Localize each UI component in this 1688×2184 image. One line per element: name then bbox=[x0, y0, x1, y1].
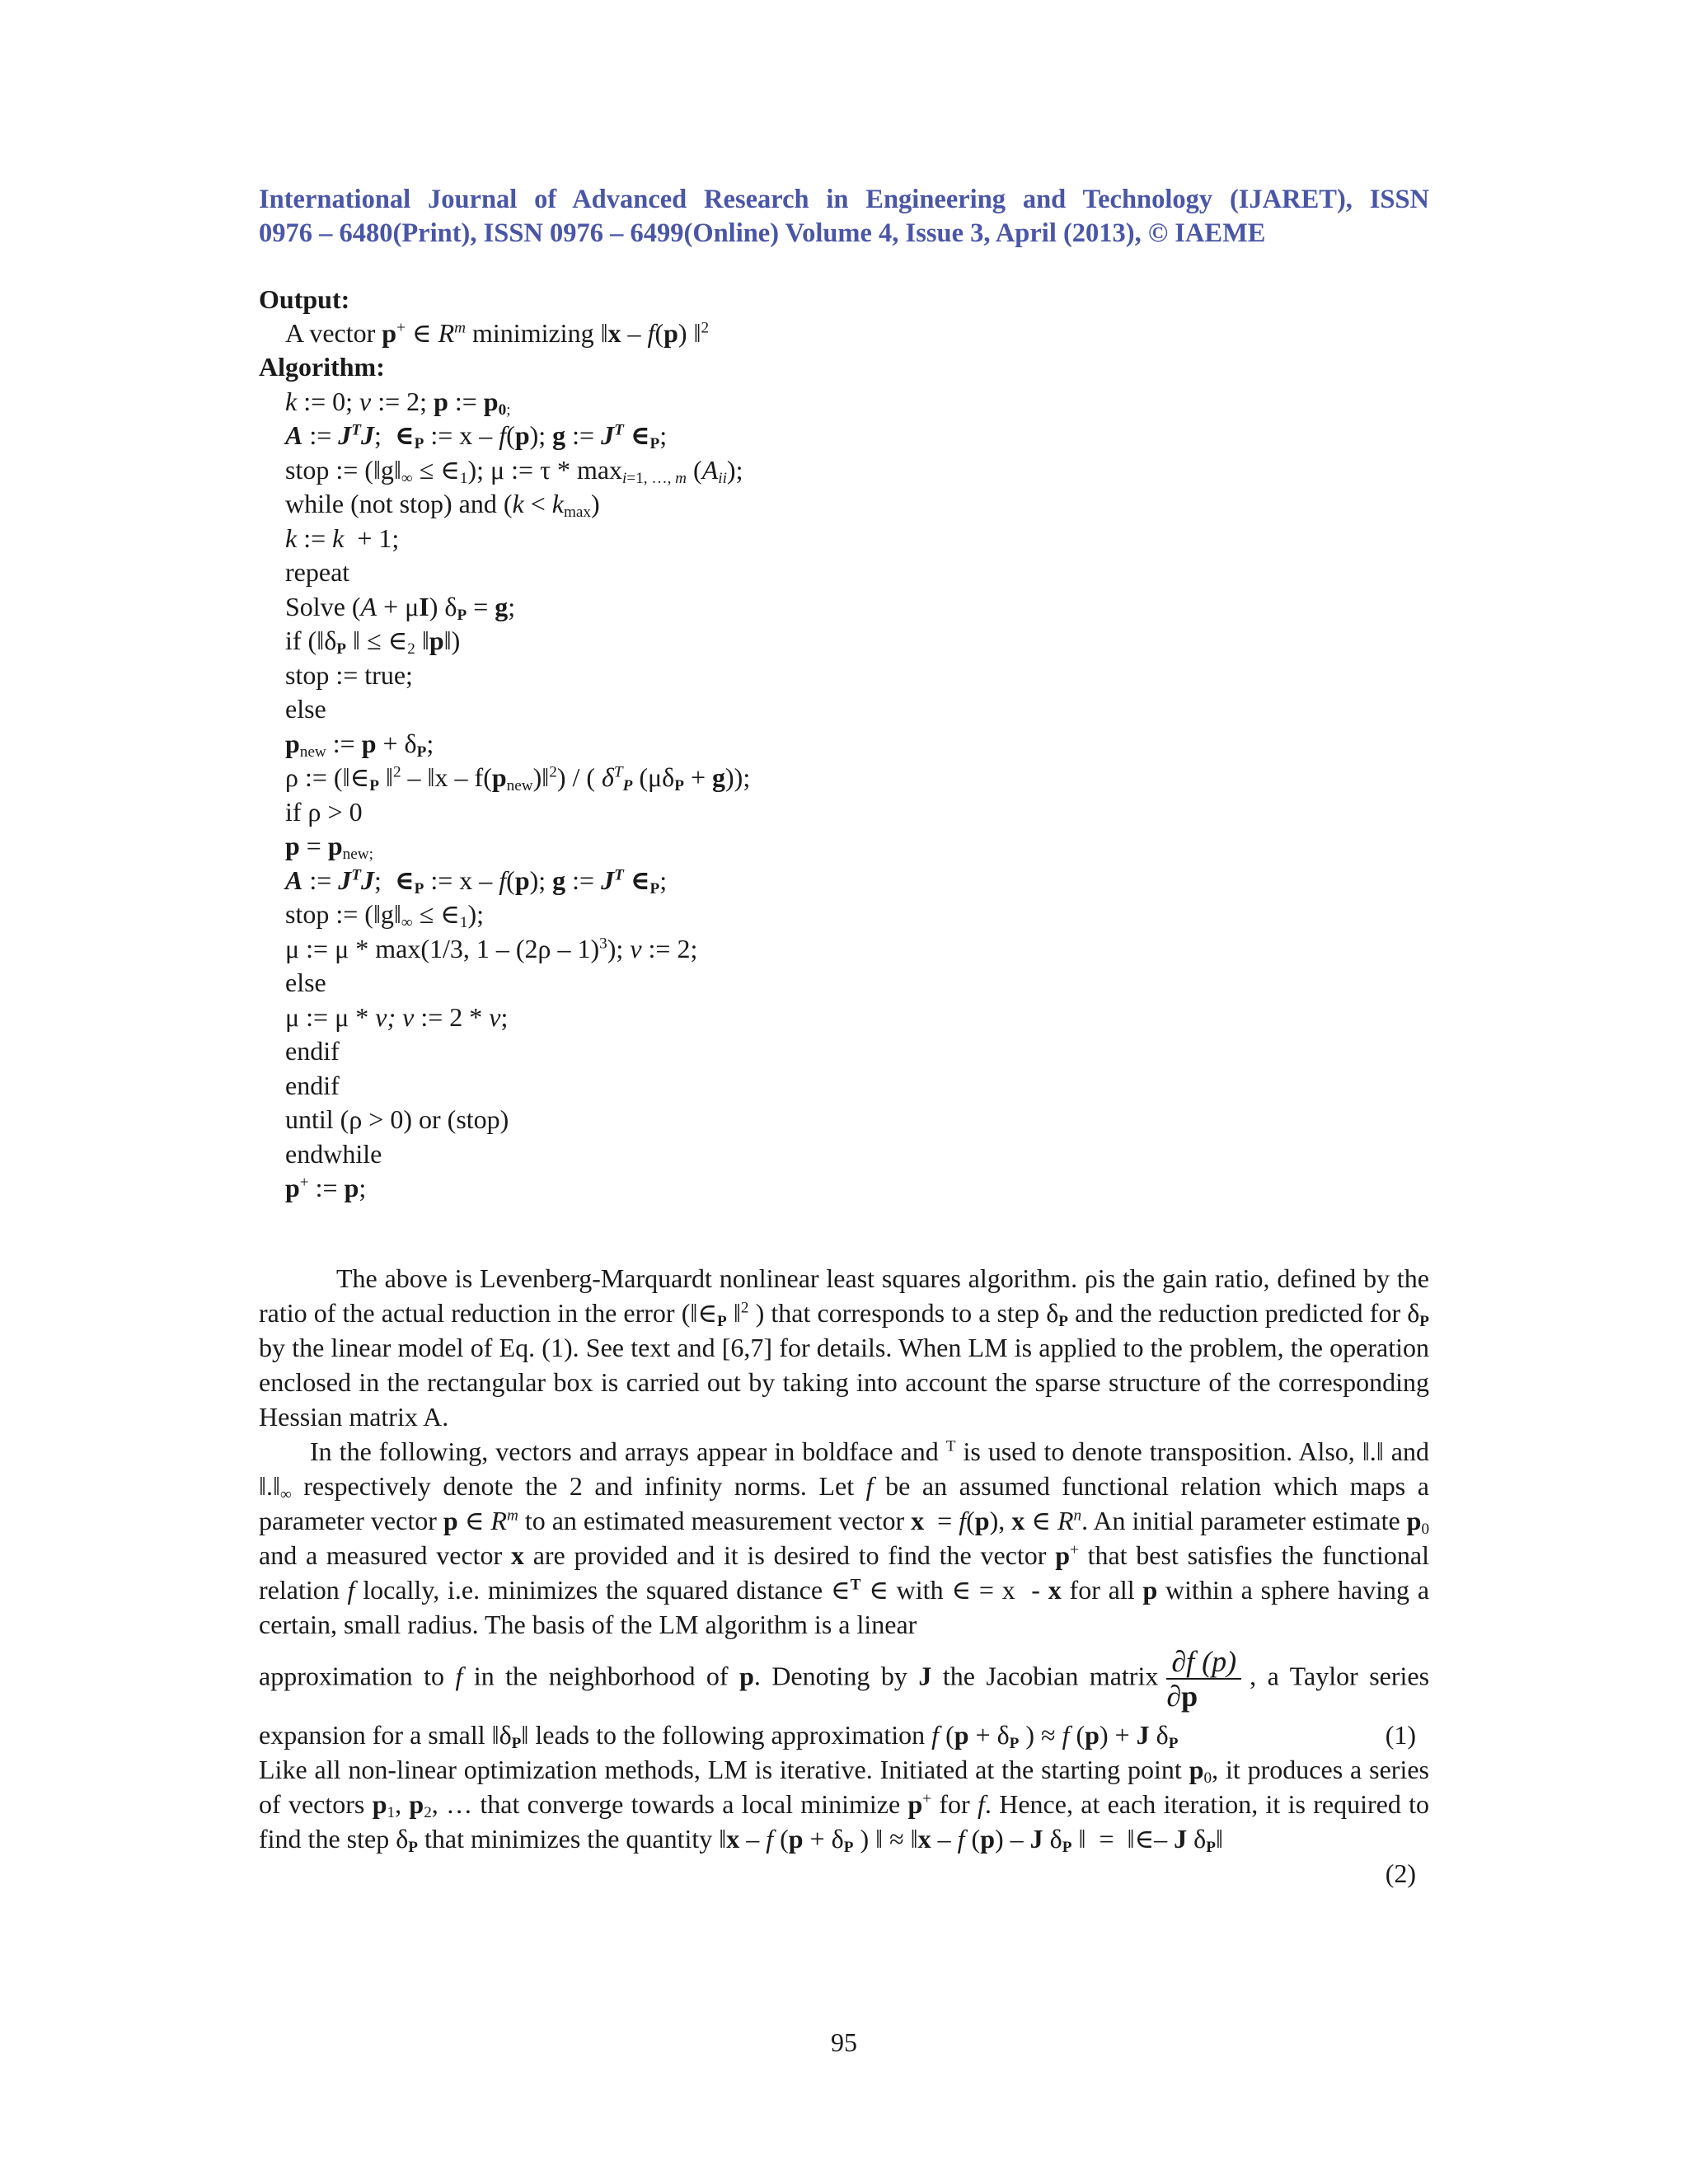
paragraph-4: expansion for a small $‖\delta_P‖$ leads to the following approximation f ($p + \delta_P$ ) ≈ f (p) + J $\delta_P$ (1) bbox=[259, 1718, 1429, 1752]
algo-line: while (not stop) and $(k < k_{max})$ bbox=[285, 489, 600, 521]
journal-header bbox=[259, 183, 1429, 251]
algo-line: μ := μ * max(1/3, 1 – (2ρ – 1)$^3$); v := 2; bbox=[285, 934, 698, 963]
p3-text-c: . Denoting by bbox=[753, 1661, 907, 1691]
algo-line: stop := ($‖g‖_\infty$ ≤ $\in_1$); bbox=[285, 899, 484, 931]
jacobian-numerator: ∂f (p) bbox=[1166, 1645, 1241, 1680]
algo-line: endwhile bbox=[285, 1139, 382, 1169]
p3-J: J bbox=[918, 1661, 932, 1691]
algo-line: stop := true; bbox=[285, 660, 413, 690]
algo-line: A := $J^TJ$; $\in_P$ := x – f(p); g := $J^T$ $\in_P$; bbox=[285, 865, 668, 898]
algo-line: repeat bbox=[285, 557, 350, 587]
algo-line: k := 0; v := 2; p := $p_{0;}$ bbox=[285, 387, 511, 419]
algo-line: else bbox=[285, 968, 326, 997]
algo-line: ρ := ($‖\in_P$ ‖$^2$ – ‖x – $f(p_{new})‖^2$) / ( $\delta^T_P$ $(\mu\delta_P + g)$); bbox=[285, 762, 751, 794]
algo-line: μ := μ * v; v := 2 * v; bbox=[285, 1002, 509, 1032]
p3-text-d: the Jacobian matrix bbox=[942, 1661, 1159, 1691]
equation-number-1: (1) bbox=[1385, 1720, 1416, 1750]
p3-text-a: approximation to bbox=[259, 1661, 444, 1691]
algo-line: Solve (A + μI) $\delta_P = g$; bbox=[285, 592, 516, 624]
jacobian-fraction bbox=[1166, 1645, 1241, 1713]
algorithm-label: Algorithm: bbox=[259, 352, 385, 382]
output-description: A vector p+ ∈ $R^m$ minimizing ‖x – f(p) ‖$^2$ bbox=[285, 318, 710, 348]
p3-text-e: , a Taylor series bbox=[1250, 1661, 1430, 1691]
jacobian-denominator: ∂p bbox=[1166, 1680, 1198, 1713]
algo-line: endif bbox=[285, 1036, 340, 1066]
equation-number-2: (2) bbox=[1385, 1858, 1416, 1888]
output-label: Output: bbox=[259, 284, 350, 314]
page-number: 95 bbox=[831, 2027, 857, 2057]
algo-line: A := $J^TJ$; $\in_P$ := x – f(p); g := $J^T$ $\in_P$; bbox=[285, 420, 668, 452]
algo-line: k := k + 1; bbox=[285, 523, 400, 553]
algo-line: stop := ($‖g‖_\infty$ ≤ $\in_1$); μ := τ * $\max_{i=1, \dots, m} (A_{ii})$; bbox=[285, 455, 743, 487]
algo-line: endif bbox=[285, 1071, 340, 1100]
algo-line: if ($‖\delta_P$ ‖ ≤ $\in_2$ ‖p‖) bbox=[285, 626, 461, 658]
algo-line: if ρ > 0 bbox=[285, 797, 363, 827]
journal-header-line2: 0976 – 6480(Print), ISSN 0976 – 6499(Online) Volume 4, Issue 3, April (2013), © IAEME bbox=[259, 218, 1266, 248]
p3-f: f bbox=[455, 1661, 463, 1691]
algo-line: $p_{new}$ := $p + \delta_P$; bbox=[285, 729, 434, 761]
p3-text-b: in the neighborhood of bbox=[473, 1661, 729, 1691]
paragraph-3 bbox=[259, 1645, 1429, 1713]
p3-p: p bbox=[739, 1661, 754, 1691]
algo-line: $p = p_{new;}$ bbox=[285, 831, 373, 863]
journal-header-line1: International Journal of Advanced Research in Engineering and Technology (IJARET), ISSN bbox=[259, 185, 1429, 214]
algo-line: until (ρ > 0) or (stop) bbox=[285, 1104, 509, 1134]
algo-line: else bbox=[285, 694, 326, 724]
paragraph-2: In the following, vectors and arrays appear in boldface and $^T$ is used to denote transposition. Also, ‖.‖ and $‖.‖_\infty$ respectively denote the 2 and infinity norms. Let f be an assumed functional relation which maps a parameter vector p ∈ $R^m$ to an estimated measurement vector x = f(p), x ∈ $R^n$. An initial parameter estimate $p_0$ and a measured vector x are provided and it is desired to find the vector p+ that best satisfies the functional relation f locally, i.e. minimizes the squared distance ∈$^T$ ∈ with ∈ = x - x for all p within a sphere having a certain, small radius. The basis of the LM algorithm is a linear bbox=[259, 1436, 1430, 1639]
paragraph-1: The above is Levenberg-Marquardt nonlinear least squares algorithm. ρis the gain ratio, defined by the ratio of the actual reduction in the error ($‖\in_P$ ‖$^2$ ) that corresponds to a step $\delta_P$ and the reduction predicted for $\delta_P$ by the linear model of Eq. (1). See text and [6,7] for details. When LM is applied to the problem, the operation enclosed in the rectangular box is carried out by taking into account the sparse structure of the corresponding Hessian matrix A. bbox=[259, 1263, 1430, 1432]
paragraph-5: Like all non-linear optimization methods, LM is iterative. Initiated at the starting point $p_0$, it produces a series of vectors $p_1$, $p_2$, … that converge towards a local minimize p+ for f. Hence, at each iteration, it is required to find the step $\delta_P$ that minimizes the quantity ‖x – f ($p + \delta_P$ ) ‖ ≈ ‖x – f (p) – J $\delta_P$ ‖ = ‖∈– J $\delta_P‖$ bbox=[259, 1755, 1430, 1856]
body-text bbox=[259, 1261, 1429, 1891]
algo-line: p+ := p; bbox=[285, 1173, 367, 1202]
